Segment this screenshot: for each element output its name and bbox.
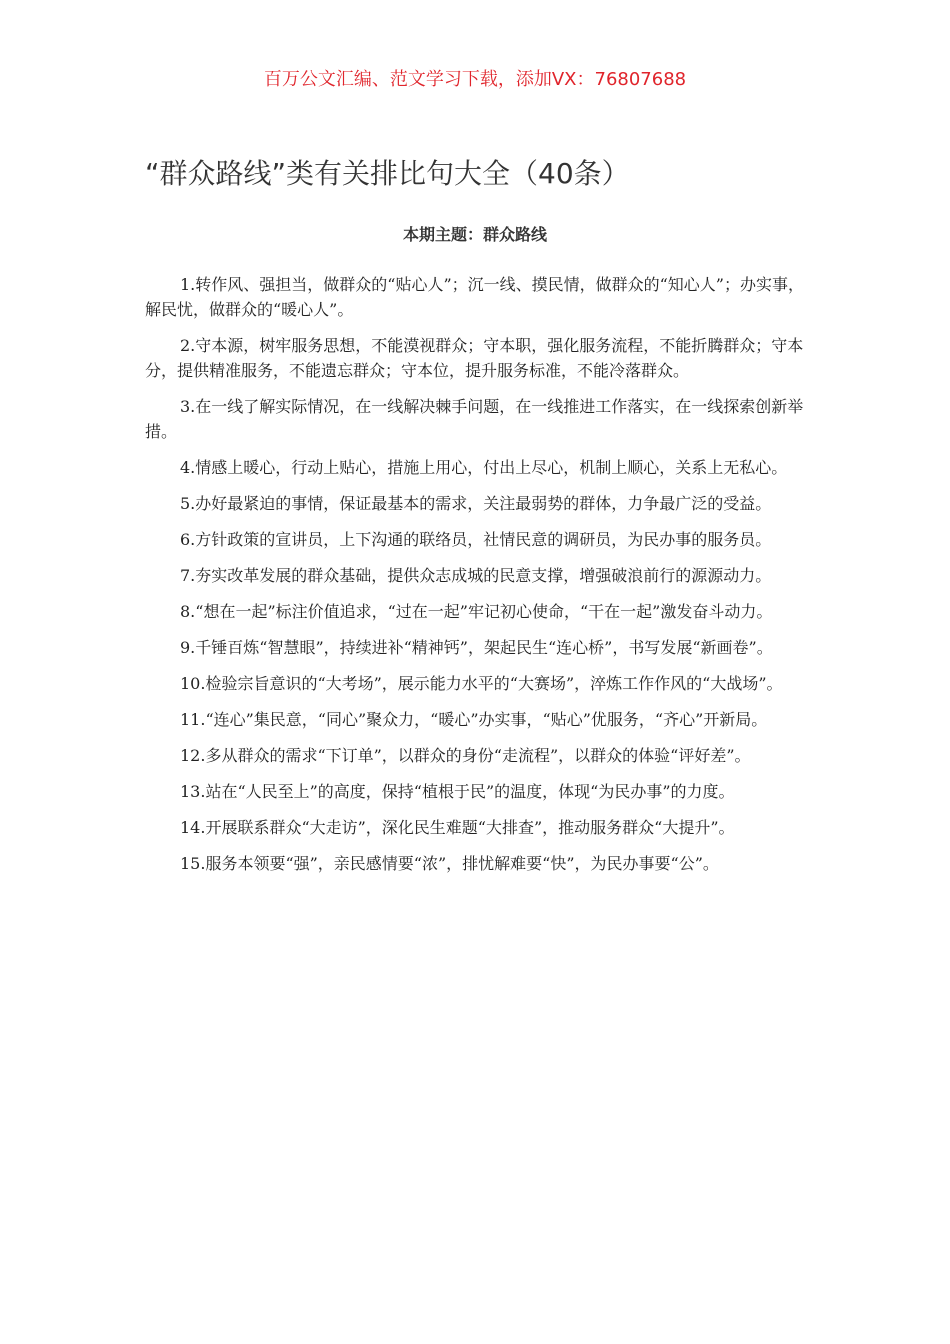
list-item: 14.开展联系群众“大走访”，深化民生难题“大排查”，推动服务群众“大提升”。	[180, 818, 735, 837]
list-item: 11.“连心”集民意，“同心”聚众力，“暖心”办实事，“贴心”优服务，“齐心”开新局。	[180, 710, 768, 729]
list-item: 8.“想在一起”标注价值追求，“过在一起”牢记初心使命，“干在一起”激发奋斗动力。	[180, 602, 773, 621]
page-title: “群众路线”类有关排比句大全（40条）	[145, 157, 630, 190]
list-item: 9.千锤百炼“智慧眼”，持续进补“精神钙”，架起民生“连心桥”，书写发展“新画卷”。	[180, 638, 773, 657]
list-item: 4.情感上暖心，行动上贴心，措施上用心，付出上尽心，机制上顺心，关系上无私心。	[180, 458, 788, 477]
list-item: 3.在一线了解实际情况，在一线解决棘手问题，在一线推进工作落实，在一线探索创新举措。	[145, 397, 804, 441]
list-item: 2.守本源，树牢服务思想，不能漠视群众；守本职，强化服务流程，不能折腾群众；守本分，提供精准服务，不能遗忘群众；守本位，提升服务标准，不能冷落群众。	[145, 336, 804, 380]
list-item: 13.站在“人民至上”的高度，保持“植根于民”的温度，体现“为民办事”的力度。	[180, 782, 735, 801]
sentence-list	[145, 272, 810, 887]
header-download-note: 百万公文汇编、范文学习下载，添加VX：76807688	[263, 69, 687, 90]
page-subtitle: 本期主题：群众路线	[402, 225, 547, 244]
list-item: 5.办好最紧迫的事情，保证最基本的需求，关注最弱势的群体，力争最广泛的受益。	[180, 494, 772, 513]
list-item: 10.检验宗旨意识的“大考场”，展示能力水平的“大赛场”，淬炼工作作风的“大战场”。	[180, 674, 783, 693]
list-item: 15.服务本领要“强”，亲民感情要“浓”，排忧解难要“快”，为民办事要“公”。	[180, 854, 719, 873]
list-item: 1.转作风、强担当，做群众的“贴心人”；沉一线、摸民情，做群众的“知心人”；办实事，解民忧，做群众的“暖心人”。	[145, 275, 804, 319]
list-item: 6.方针政策的宣讲员，上下沟通的联络员，社情民意的调研员，为民办事的服务员。	[180, 530, 772, 549]
list-item: 7.夯实改革发展的群众基础，提供众志成城的民意支撑，增强破浪前行的源源动力。	[180, 566, 772, 585]
list-item: 12.多从群众的需求“下订单”，以群众的身份“走流程”，以群众的体验“评好差”。	[180, 746, 751, 765]
